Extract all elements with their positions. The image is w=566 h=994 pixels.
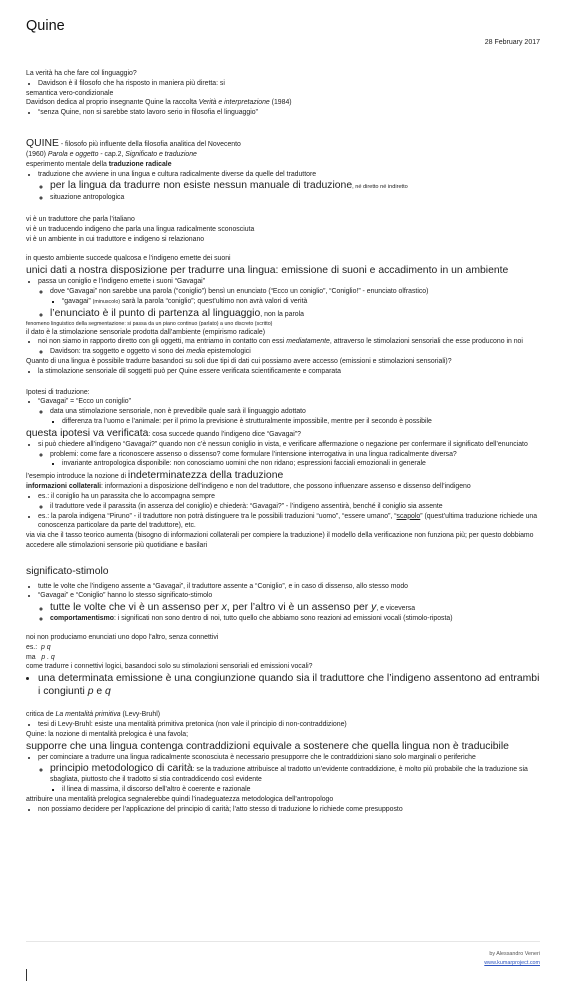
list-item: • tutte le volte che l’indigeno assente a “Gavagai”, il traduttore assente a “Coniglio”, e in caso di dissenso, allo stesso modo <box>38 582 540 592</box>
footer-site-link[interactable]: www.kumarproject.com <box>484 960 540 966</box>
text-line: vi è un ambiente in cui traduttore e indigeno si relazionano <box>26 235 205 243</box>
text-line: come tradurre i connettivi logici, basandoci solo su stimolazioni sensoriali ed emissioni vocali? <box>26 663 313 671</box>
footer-divider <box>26 941 540 942</box>
list-item: ▪ il linea di massima, il discorso dell’altro è coerente e razionale <box>62 785 540 795</box>
list-item: ◦ Davidson: tra soggetto e oggetto vi sono dei media epistemologici <box>50 347 540 357</box>
list-item: • “Gavagai” = “Ecco un coniglio” ◦ data una stimolazione sensoriale, non è prevedibile quale sarà il linguaggio adottato ▪ differenza tra l’uomo e l’animale: per il primo la previsione è strutturalmente impossibile, mentre per il secondo è possibile <box>38 397 540 426</box>
list-item: ◦ tutte le volte che vi è un assenso per x, per l’altro vi è un assenso per y, e viceversa <box>50 601 540 614</box>
list-item: • traduzione che avviene in una lingua e cultura radicalmente diverse da quelle del traduttore ◦ per la lingua da tradurre non esiste nessun manuale di traduzione, né diretto né indiretto ◦ situazione antropologica <box>38 170 540 203</box>
text-line: noi non produciamo enunciati uno dopo l’altro, senza connettivi <box>26 634 219 642</box>
list-item: • una determinata emissione è una congiunzione quando sia il traduttore che l’indigeno assentono ad entrambi i congiunti p e q <box>38 672 540 698</box>
text-cursor <box>26 969 27 981</box>
list-item: • si può chiedere all’indigeno “Gavagai?” quando non c’è nessun coniglio in vista, e verificare affermazione o negazione per confermare il significato dell’enunciato ◦ problemi: come fare a riconoscere assenso o dissenso? come formulare l’intensione interrogativa in una lingua radicalmente diversa? ▪ invariante antropologica disponibile: non conosciamo uomini che non ridano; espressioni facciali emozionali in generale <box>38 440 540 469</box>
list-item: • “senza Quine, non si sarebbe stato lavoro serio in filosofia el linguaggio” <box>38 108 540 118</box>
text-line: Davidson dedica al proprio insegnante Quine la raccolta Verità e interpretazione (1984) <box>26 99 292 107</box>
text-line: esperimento mentale della traduzione radicale <box>26 160 172 168</box>
list-item: ◦ situazione antropologica <box>50 193 540 203</box>
highlight-heading: supporre che una lingua contenga contraddizioni equivale a sostenere che quella lingua non è traducibile <box>26 740 509 752</box>
text-line: es.: p q <box>26 643 51 651</box>
text-line: il dato è la stimolazione sensoriale prodotta dall’ambiente (empirismo radicale) <box>26 328 265 336</box>
list-item: ◦ per la lingua da tradurre non esiste nessun manuale di traduzione, né diretto né indiretto <box>50 179 540 193</box>
list-item: • Davidson è il filosofo che ha risposto in maniera più diretta: si <box>38 79 540 89</box>
document-body <box>26 69 540 815</box>
highlight-heading: questa ipotesi va verificata: cosa succede quando l’indigeno dice “Gavagai”? <box>26 427 301 439</box>
list-item: ◦ il traduttore vede il parassita (in assenza del coniglio) e chiederà: “Gavagai?” - l’indigeno assentirà, benché il coniglio sia assente <box>50 502 540 512</box>
list-item: • es.: la parola indigena “Piruno” - il traduttore non potrà distinguere tra le possibili traduzioni “uomo”, “essere umano”, “scapolo” (quest’ultima traduzione richiede una conoscenza particolare da parte del traduttore), etc. <box>38 512 540 532</box>
list-item: • la stimolazione sensoriale dil soggetti può per Quine essere verificata scientificamente e comparata <box>38 367 540 377</box>
text-line: Quine: la nozione di mentalità prelogica è una favola; <box>26 730 189 738</box>
list-item: ◦ data una stimolazione sensoriale, non è prevedibile quale sarà il linguaggio adottato ▪ differenza tra l’uomo e l’animale: per il primo la previsione è strutturalmente impossibile, mentre per il secondo è possibile <box>50 407 540 427</box>
list-item: ▪ “gavagai” (minuscolo) sarà la parola “coniglio”; quest’ultimo non avrà valori di verità <box>62 297 540 307</box>
text-line: Quanto di una lingua è possibile tradurre basandoci su soli due tipi di dati cui possiamo avere accesso (emissioni e stimolazioni sensoriali)? <box>26 357 452 365</box>
list-item: ▪ differenza tra l’uomo e l’animale: per il primo la previsione è strutturalmente impossibile, mentre per il secondo è possibile <box>62 417 540 427</box>
list-item: ◦ comportamentismo: i significati non sono dentro di noi, tutto quello che abbiamo sono reazioni ad emissioni vocali (stimolo-riposta) <box>50 614 540 624</box>
text-line: (1960) Parola e oggetto - cap.2, Significato e traduzione <box>26 150 197 158</box>
list-item: • per cominciare a tradurre una lingua radicalmente sconosciuta è necessario presupporre che le contraddizioni siano solo marginali o periferiche ◦ principio metodologico di carità: se la traduzione attribuisce al tradotto un’evidente contraddizione, è molto più probabile che la traduzione sia sbagliata, piuttosto che il tradotto si stia contraddicendo così evidente ▪ il linea di massima, il discorso dell’altro è coerente e razionale <box>38 753 540 795</box>
text-line: l’esempio introduce la nozione di indeterminatezza della traduzione <box>26 470 284 482</box>
note-line: fenomeno linguistico della segmentazione: si passa da un piano continuo (parlato) a uno discreto (scritto) <box>26 320 273 327</box>
text-line: in questo ambiente succede qualcosa e l’indigeno emette dei suoni <box>26 255 231 263</box>
highlight-heading: unici dati a nostra disposizione per tradurre una lingua: emissione di suoni e accadimento in un ambiente <box>26 265 509 277</box>
text-line: vi è un traduttore che parla l’italiano <box>26 215 135 223</box>
text-line: informazioni collaterali: informazioni a disposizione dell’indigeno e non del traduttore, che possono influenzare assenso e dissenso dell’indigeno <box>26 483 471 491</box>
text-line: La verità ha che fare col linguaggio? <box>26 70 137 77</box>
text-line: attribuire una mentalità prelogica segnalerebbe quindi l’inadeguatezza metodologica dell’antropologo <box>26 796 334 804</box>
list-item: • noi non siamo in rapporto diretto con gli oggetti, ma entriamo in contatto con essi mediatamente, attraverso le stimolazioni sensoriali che esse producono in noi ◦ Davidson: tra soggetto e oggetto vi sono dei media epistemologici <box>38 337 540 357</box>
list-item: ▪ invariante antropologica disponibile: non conosciamo uomini che non ridano; espressioni facciali emozionali in generale <box>62 459 540 469</box>
text-line: Ipotesi di traduzione: <box>26 388 90 396</box>
text-line: semantica vero-condizionale <box>26 89 114 97</box>
list-item: ◦ problemi: come fare a riconoscere assenso o dissenso? come formulare l’intensione interrogativa in una lingua radicalmente diversa? ▪ invariante antropologica disponibile: non conosciamo uomini che non ridano; espressioni facciali emozionali in generale <box>50 450 540 470</box>
text-line: critica de La mentalità primitiva (Levy-Bruhl) <box>26 711 161 719</box>
page-date: 28 February 2017 <box>484 39 540 46</box>
page-title: Quine <box>26 18 65 34</box>
list-item: • non possiamo decidere per l’applicazione del principio di carità; l’atto stesso di traduzione lo richiede come presupposto <box>38 805 540 815</box>
text-line: ma p . q <box>26 653 55 661</box>
footer <box>484 950 540 968</box>
list-item: • tesi di Levy-Bruhl: esiste una mentalità primitiva pretonica (non vale il principio di non-contraddizione) <box>38 720 540 730</box>
list-item: ◦ l’enunciato è il punto di partenza al linguaggio, non la parola <box>50 307 540 320</box>
footer-author: by Alessandro Veneri <box>489 951 540 957</box>
text-line: vi è un traducendo indigeno che parla una lingua radicalmente sconosciuta <box>26 225 255 233</box>
list-item: ◦ dove “Gavagai” non sarebbe una parola (“coniglio”) bensì un enunciato (“Ecco un coniglio”, “Coniglio!” - enunciato olfrastico) ▪ “gavagai” (minuscolo) sarà la parola “coniglio”; quest’ultimo non avrà valori di verità <box>50 287 540 307</box>
text-line: via via che il tasso teorico aumenta (bisogno di informazioni collaterali per compiere la traduzione) il modello della verificazione non funziona più; per questo dobbiamo accedere alle stimolazioni sensorie più quotidiane e basilari <box>26 532 534 549</box>
list-item: • es.: il coniglio ha un parassita che lo accompagna sempre ◦ il traduttore vede il parassita (in assenza del coniglio) e chiederà: “Gavagai?” - l’indigeno assentirà, benché il coniglio sia assente <box>38 492 540 512</box>
section-heading-stimulus: significato-stimolo <box>26 565 109 577</box>
list-item: • passa un coniglio e l’indigeno emette i suoni “Gavagai” ◦ dove “Gavagai” non sarebbe una parola (“coniglio”) bensì un enunciato (“Ecco un coniglio”, “Coniglio!” - enunciato olfrastico) ▪ “gavagai” (minuscolo) sarà la parola “coniglio”; quest’ultimo non avrà valori di verità ◦ l’enunciato è il punto di partenza al linguaggio, non la parola <box>38 277 540 319</box>
list-item: • “Gavagai” e “Coniglio” hanno lo stesso significato-stimolo ◦ tutte le volte che vi è un assenso per x, per l’altro vi è un assenso per y, e viceversa ◦ comportamentismo: i significati non sono dentro di noi, tutto quello che abbiamo sono reazioni ad emissioni vocali (stimolo-riposta) <box>38 591 540 624</box>
section-heading-quine: QUINE - filosofo più influente della filosofia analitica del Novecento <box>26 137 241 149</box>
list-item: ◦ principio metodologico di carità: se la traduzione attribuisce al tradotto un’evidente contraddizione, è molto più probabile che la traduzione sia sbagliata, piuttosto che il tradotto si stia contraddicendo così evidente ▪ il linea di massima, il discorso dell’altro è coerente e razionale <box>50 762 540 795</box>
